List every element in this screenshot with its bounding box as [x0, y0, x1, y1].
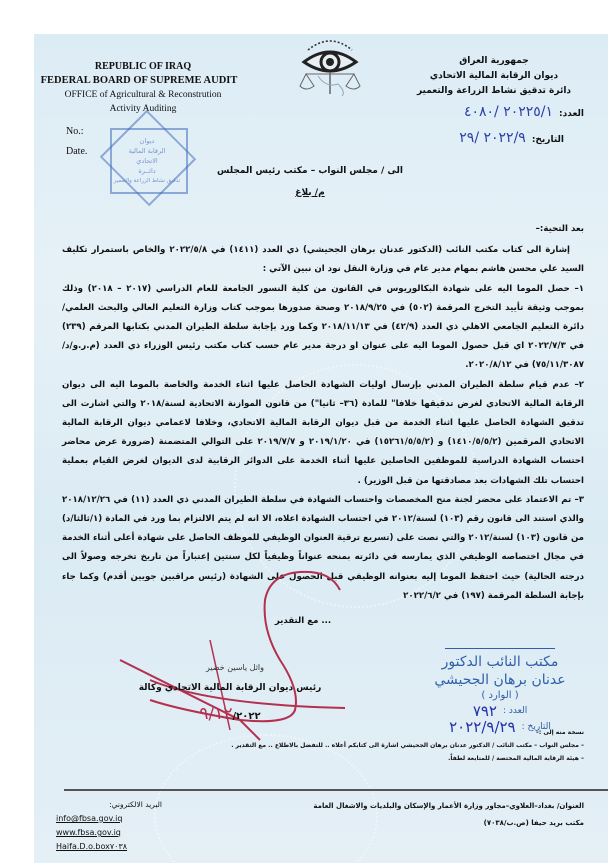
intro-paragraph: إشارة الى كتاب مكتب النائب (الدكتور عدنان برهان الجحيشي) ذي العدد (١٤١١) في ٢٠٢٢/٥/٨ والخاص باستمرار تكليف السيد علي محسن هاشم بمهام مدير عام في وزارة النقل نود ان نبين الآتي :: [62, 245, 584, 275]
number-label-ar: العدد:: [559, 109, 584, 119]
reference-date: [459, 130, 564, 146]
greeting: بعد التحية:–: [535, 224, 584, 234]
received-stamp-line2: عدنان برهان الجحيشي: [434, 672, 566, 688]
number-value-handwritten: ٢٠٢٢٥/١ /٤٠٨٠: [463, 104, 554, 120]
received-date-value: ٢٠٢٢/٩/٢٩: [449, 718, 516, 736]
address-line1: العنوان/ بغداد–العلاوي–مجاور وزارة الأعمار والإسكان والبلديات والاشغال العامة: [313, 802, 584, 810]
received-date-label: التاريخ :: [521, 722, 551, 732]
stamp-line: الرقابة المالية: [128, 147, 166, 155]
received-number-row: [410, 703, 590, 719]
received-stamp: [410, 648, 590, 735]
point-3: ٣– تم الاعتماد على محضر لجنة منح المخصصات واحتساب الشهادة في سلطة الطيران المدني ذي العدد (١١) في ٢٠١٨/١٢/٢٦ والذي استند الى قانون رقم (١٠٣) لسنة/٢٠١٢ في احتساب الشهادة اعلاه، الا انه لم يتم الالتزام بما ورد في المادة (١/ثالثا/د) من قانون (١٠٣) لسنة/٢٠١٢ والتي نصت على (تسريع ترقية العنوان الوظيفي للموظف الحاصل على شهادة أعلى أثناء الخدمة في مجال اختصاصه الوظيفي الذي يمارسه في دائرته بمنحه عنواناً وظيفياً لكل سنتين إعتباراً من تاريخ تخرجه وصولاً الى درجته الحالية) حيث احتفظ الموما إليه بعنوانه الوظيفي قبل الحصول على الشهادة (رئيس مراقبين جويين أقدم) وكما جاء بإجابة السلطة المرقمة (١٩٧) في ٢٠٢٢/٦/٢: [62, 494, 585, 601]
signatory-name: واثل ياسين خضير: [205, 663, 265, 672]
received-stamp-line3: ( الوارد ): [481, 690, 519, 701]
received-stamp-line1: مكتب النائب الدكتور: [441, 654, 559, 670]
letter-body: [62, 220, 584, 631]
date-label-ar: التاريخ:: [531, 135, 564, 145]
website-link[interactable]: www.fbsa.gov.iq: [56, 828, 121, 837]
subject-line: م/ بلاغ: [295, 188, 325, 198]
header-ar-line1: جمهورية العراق: [459, 56, 529, 66]
stamp-line: ديوان: [139, 137, 155, 145]
point-2: ٢– عدم قيام سلطة الطيران المدني بإرسال اوليات الشهادة الحاصل عليها اثناء الخدمة والخاصة بالموما اليه الى ديوان الرقابة المالية الاتحادي لغرض تدقيقها خلافا" للمادة (٣٦– ثانيا") من قانون الموازنة الاتحادية لسنة/٢٠١٨ والتي اشارت الى تدقيق الشهادة الحاصل عليها اثناء الخدمة من قبل ديوان الرقابة المالية الاتحادي، وخلافا لاعمامي ديوان الرقابة المالية الاتحادي المرقمين (١٤١٠/٥/٥/٢) و (١٥٢٦١/٥/٥/٢) في ٢٠١٩/١/٢٠ و ٢٠١٩/٧/٧ على التوالي المتضمنة (ضرورة عرض محاضر احتساب الشهادة الدراسية للموظفين الحاصلين عليها أثناء الخدمة على الدوائر الرقابية لدى الديوان لغرض القيام بعملية احتساب تلك الشهادات بعد مصادقتها من قبل الوزير) .: [62, 379, 584, 486]
address-line2: مكتب بريد حيفا (ص.ب/٧٠٣٨): [483, 819, 584, 827]
point-1: ١– حصل الموما اليه على شهادة البكالوريوس في القانون من كلية النسور الجامعة للعام الدراسي (٢٠١٧ – ٢٠١٨) وذلك بموجب وثيقة تأييد التخرج المرقمة (٥٠٢) في ٢٠١٨/٩/٢٥ وصحة صدورها بموجب كتاب وزارة التعليم العالي والبحث العلمي/ دائرة التعليم الجامعي الاهلي ذي العدد (٤٢/٩) في ٢٠١٨/١١/١٣ وكما ورد بإجابة سلطة الطيران المدني بكتابها المرقم (٢٣٩) في ٢٠٢٢/٧/٣ اي قبل حصول الموما اليه على عنوان او درجة مدير عام حسب كتاب مكتب رئيس الوزراء ذي العدد (م.ر.و/د/٧٥/١١/٣٠٨٧) في ٢٠٢٠/٨/١٢.: [62, 283, 585, 371]
cc-item: – مجلس النواب – مكتب النائب / الدكتور عدنان برهان الجحيشي اشارة الى كتابكم أعلاه .. للتفضل بالاطلاع .. مع التقدير .: [231, 742, 584, 749]
eye-scales-emblem-icon: [290, 28, 370, 98]
signature-date: ٩/١٢/٢٠٢٢: [199, 704, 261, 724]
signature-date-handwritten: ٩/١٢: [199, 704, 233, 724]
date-value-handwritten: ٢٠٢٢/٩ /٢٩: [459, 130, 526, 146]
stamp-line: دائــرة: [138, 167, 156, 175]
pobox-link[interactable]: Haifa.D.o.box٧٠٣٨: [56, 842, 128, 851]
copies-to: [164, 726, 584, 765]
header-en-line1: REPUBLIC OF IRAQ: [94, 61, 192, 72]
cc-item: – هيئة الرقابة المالية المختصة / للمتابعة لطفاً.: [448, 755, 584, 762]
addressee-block: [210, 160, 410, 204]
email-link[interactable]: info@fbsa.gov.iq: [56, 814, 123, 823]
cc-label: نسخة منه إلى :–: [535, 729, 584, 736]
footer-divider: [64, 789, 608, 791]
header-en-line2: FEDERAL BOARD OF SUPREME AUDIT: [40, 75, 238, 86]
reference-number: [464, 104, 584, 120]
signature-date-year: ٢٠٢٢: [236, 711, 261, 722]
email-label: البريد الالكتروني:: [109, 800, 162, 809]
header-en-line3: OFFICE of Agricultural & Reconstrution: [64, 90, 222, 100]
received-number-value: ٧٩٢: [472, 702, 497, 720]
header-ar-line2: ديوان الرقابة المالية الاتحادي: [429, 71, 559, 81]
received-number-label: العدد :: [502, 706, 528, 716]
department-stamp-text: [110, 136, 184, 186]
reference-labels-en: [66, 122, 87, 162]
header-ar-line3: دائرة تدقيق نشاط الزراعة والتعمير: [416, 86, 572, 96]
header-en-line4: Activity Auditing: [109, 104, 177, 114]
addressee-to: الى / مجلس النواب – مكتب رئيس المجلس: [217, 166, 403, 176]
stamp-line: الاتحادي: [136, 157, 158, 165]
date-label-en: Date.: [66, 146, 88, 157]
signatory-title: رئيس ديوان الرقابة المالية الاتحادي وكالة: [138, 683, 322, 693]
stamp-divider: [445, 648, 555, 649]
header-english: [40, 60, 238, 116]
stamp-line: تدقيق نشاط الزراعة والتعمير: [113, 178, 181, 184]
footer-contacts: [56, 798, 166, 854]
header-arabic: [404, 54, 584, 99]
number-label-en: No.:: [66, 126, 84, 137]
closing-regards: ... مع التقدير: [274, 616, 332, 627]
footer-address: [313, 798, 584, 832]
